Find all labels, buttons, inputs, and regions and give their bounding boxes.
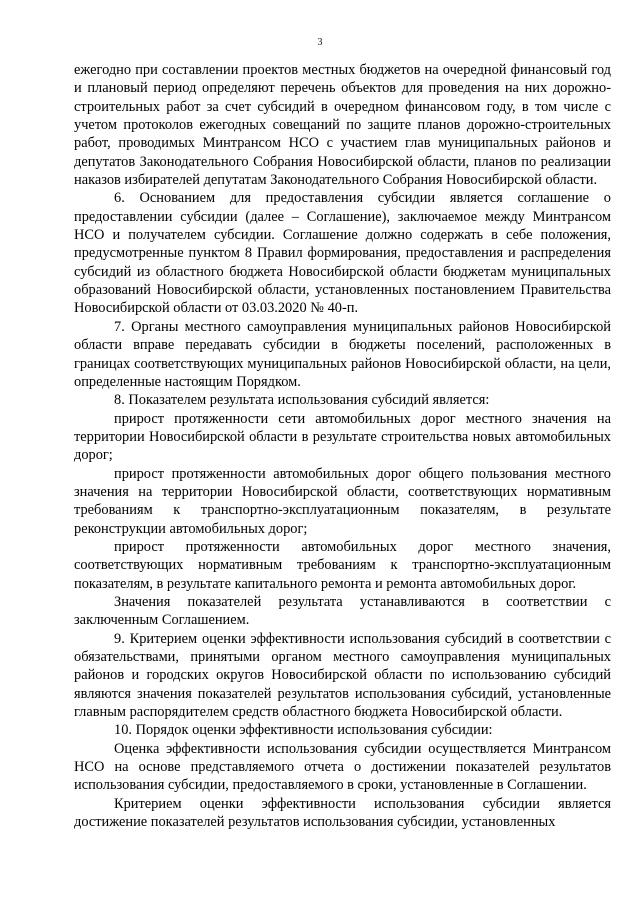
page-number: 3 xyxy=(317,37,323,48)
paragraph-item-9: 9. Критерием оценки эффективности использования субсидий в соответствии с обязательствами, принятыми органом местного самоуправления муниципальных районов и городских округов Новосибирской области по использованию субсидий являются значения показателей результатов использования субсидий, установленные главным распорядителем средств областного бюджета Новосибирской области. xyxy=(74,630,611,721)
paragraph-indicator-values: Значения показателей результата устанавливаются в соответствии с заключенным Соглашением. xyxy=(74,593,611,629)
paragraph-indicator-repair: прирост протяженности автомобильных дорог местного значения, соответствующих нормативным требованиям к транспортно-эксплуатационным показателям, в результате капитального ремонта и ремонта автомобильных дорог. xyxy=(74,538,611,592)
paragraph-indicator-construction: прирост протяженности сети автомобильных дорог местного значения на территории Новосибирской области в результате строительства новых автомобильных дорог; xyxy=(74,410,611,464)
paragraph-indicator-reconstruction: прирост протяженности автомобильных дорог общего пользования местного значения на территории Новосибирской области, соответствующих нормативным требованиям к транспортно-эксплуатационным показателям, в результате реконструкции автомобильных дорог; xyxy=(74,465,611,537)
paragraph-item-7: 7. Органы местного самоуправления муниципальных районов Новосибирской области вправе передавать субсидии в бюджеты поселений, расположенных в границах соответствующих муниципальных районов Новосибирской области, на цели, определенные настоящим Порядком. xyxy=(74,318,611,390)
paragraph-criterion: Критерием оценки эффективности использования субсидии является достижение показателей результатов использования субсидии, установленных xyxy=(74,795,611,831)
paragraph-item-6: 6. Основанием для предоставления субсидии является соглашение о предоставлении субсидии (далее – Соглашение), заключаемое между Минтрансом НСО и получателем субсидии. Соглашение должно содержать в себе положения, предусмотренные пунктом 8 Правил формирования, предоставления и распределения субсидий из областного бюджета Новосибирской области бюджетам муниципальных образований Новосибирской области, установленных постановлением Правительства Новосибирской области от 03.03.2020 № 40-п. xyxy=(74,190,611,317)
document-body xyxy=(74,61,611,831)
paragraph-item-10: 10. Порядок оценки эффективности использования субсидии: xyxy=(114,722,493,739)
paragraph-continuation: ежегодно при составлении проектов местных бюджетов на очередной финансовый год и плановый период определяют перечень объектов для проведения на них дорожно-строительных работ за счет субсидий в очередном финансовом году, в том числе с учетом протоколов ежегодных совещаний по защите планов дорожно-строительных работ, проводимых Минтрансом НСО с участием глав муниципальных районов и депутатов Законодательного Собрания Новосибирской области, планов по реализации наказов избирателей депутатам Законодательного Собрания Новосибирской области. xyxy=(74,62,611,189)
paragraph-item-8: 8. Показателем результата использования субсидий является: xyxy=(114,392,490,409)
paragraph-evaluation: Оценка эффективности использования субсидии осуществляется Минтрансом НСО на основе представляемого отчета о достижении показателей результатов использования субсидии, предоставляемого в сроки, установленные в Соглашении. xyxy=(74,740,611,794)
